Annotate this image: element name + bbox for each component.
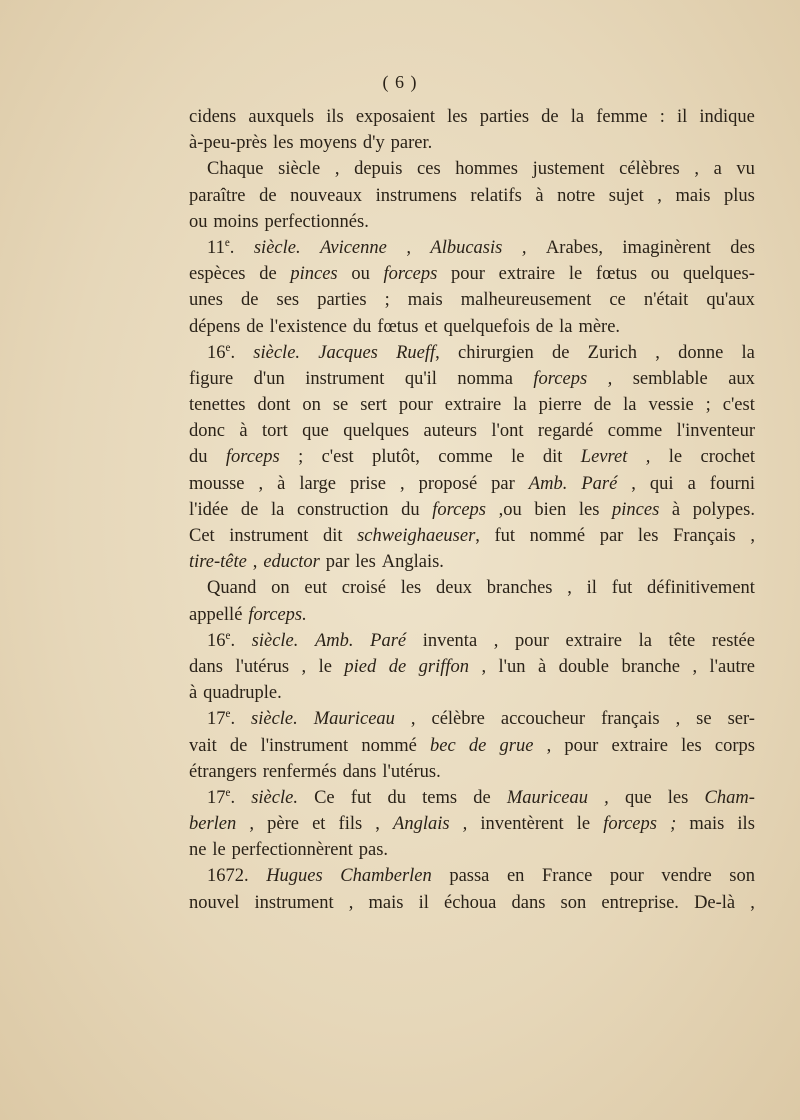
text-line: Quand on eut croisé les deux branches , il fut définitivement: [207, 578, 755, 599]
text-line: ou moins perfectionnés.: [189, 211, 369, 232]
text-line: étrangers renfermés dans l'utérus.: [189, 761, 441, 782]
text-line: unes de ses parties ; mais malheureusement ce n'était qu'aux: [189, 290, 755, 311]
text-line: Chaque siècle , depuis ces hommes justement célèbres , a vu: [207, 159, 755, 180]
text-line: cidens auxquels ils exposaient les parties de la femme : il indique: [189, 107, 755, 127]
text-line: donc à tort que quelques auteurs l'ont regardé comme l'inventeur: [189, 421, 755, 442]
text-line: dans l'utérus , le pied de griffon , l'un à double branche , l'autre: [189, 656, 755, 677]
text-line: mousse , à large prise , proposé par Amb. Paré , qui a fourni: [189, 473, 755, 494]
text-line: espèces de pinces ou forceps pour extraire le fœtus ou quelques-: [189, 264, 755, 285]
text-line: dépens de l'existence du fœtus et quelquefois de la mère.: [189, 316, 621, 337]
text-line: tire-tête , eductor par les Anglais.: [189, 552, 444, 573]
text-line: appellé forceps.: [189, 604, 307, 625]
text-line: paraître de nouveaux instrumens relatifs à notre sujet , mais plus: [189, 185, 755, 206]
text-line: vait de l'instrument nommé bec de grue , pour extraire les corps: [189, 735, 755, 756]
text-line: à quadruple.: [189, 683, 282, 704]
text-line: ne le perfectionnèrent pas.: [189, 840, 389, 861]
text-line: Cet instrument dit schweighaeuser, fut nommé par les Français ,: [189, 526, 755, 546]
text-line: 11e. siècle. Avicenne , Albucasis , Arabes, imaginèrent des: [207, 236, 755, 258]
body-text: [189, 104, 755, 916]
text-line: du forceps ; c'est plutôt, comme le dit Levret , le crochet: [189, 447, 755, 468]
text-line: nouvel instrument , mais il échoua dans son entreprise. De-là ,: [189, 892, 755, 913]
text-line: 16e. siècle. Jacques Rueff, chirurgien de Zurich , donne la: [207, 341, 755, 363]
text-line: 16e. siècle. Amb. Paré inventa , pour extraire la tête restée: [207, 629, 755, 651]
text-line: 17e. siècle. Ce fut du tems de Mauriceau , que les Cham-: [207, 786, 755, 808]
text-line: figure d'un instrument qu'il nomma forceps , semblable aux: [189, 368, 755, 389]
page-number: ( 6 ): [382, 72, 418, 92]
text-line: berlen , père et fils , Anglais , inventèrent le forceps ; mais ils: [189, 814, 755, 835]
text-line: tenettes dont on se sert pour extraire la pierre de la vessie ; c'est: [189, 395, 755, 416]
text-line: 1672. Hugues Chamberlen passa en France pour vendre son: [207, 866, 755, 887]
text-line: l'idée de la construction du forceps ,ou bien les pinces à polypes.: [189, 499, 755, 520]
text-line: à-peu-près les moyens d'y parer.: [189, 133, 433, 154]
text-line: 17e. siècle. Mauriceau , célèbre accoucheur français , se ser-: [207, 708, 755, 730]
